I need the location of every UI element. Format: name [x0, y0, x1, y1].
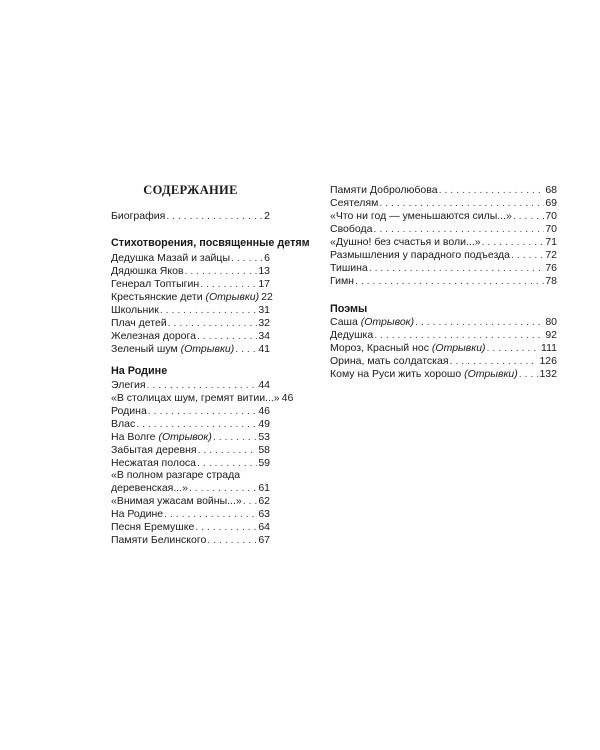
dot-leader [189, 482, 257, 495]
entry-title-text: «Душно! без счастья и воли...» [330, 236, 481, 248]
entry-title-text: На Родине [111, 508, 164, 520]
entry-title-text: «Внимая ужасам войны...» [111, 495, 242, 507]
dot-leader [369, 262, 545, 275]
entry-page: 72 [545, 249, 557, 261]
entry-page: 132 [539, 368, 557, 380]
entry-title [111, 330, 196, 343]
entry-page: 32 [258, 317, 270, 329]
entry-title-text: Элегия [111, 379, 146, 391]
entry-title [330, 184, 438, 197]
entry-page: 64 [258, 521, 270, 533]
dot-leader [160, 304, 258, 317]
entry-title-text: Орина, мать солдатская [330, 355, 449, 367]
entry-page: 70 [545, 210, 557, 222]
entry-title [330, 210, 512, 223]
entry-page: 70 [545, 223, 557, 235]
entry-title [111, 317, 167, 330]
entry-title-line2: деревенская...» [111, 482, 188, 494]
entry-title: Биография [111, 210, 166, 222]
dot-leader [198, 444, 258, 457]
entry-title-text: Саша [330, 316, 358, 328]
entry-title-text: Железная дорога [111, 330, 196, 342]
entry-title-text: Дедушка [330, 329, 374, 341]
entry-page: 49 [258, 418, 270, 430]
dot-leader [482, 236, 545, 249]
entry-subtitle: (Отрывок) [158, 431, 212, 443]
entry-title-text: Родина [111, 405, 147, 417]
toc-entry [111, 444, 270, 457]
toc-entry [111, 508, 270, 521]
entry-title-text: Забытая деревня [111, 444, 197, 456]
toc-entry [111, 392, 294, 405]
entry-title [111, 534, 206, 547]
entry-title [111, 265, 184, 278]
entry-page: 17 [258, 278, 270, 290]
entry-title [111, 405, 147, 418]
entry-title [330, 262, 368, 275]
toc-entry [330, 249, 557, 262]
dot-leader [213, 431, 257, 444]
entry-page: 67 [258, 534, 270, 546]
entry-page: 6 [264, 252, 270, 264]
entry-title-text: Свобода [330, 223, 373, 235]
entry-title-text: Кому на Руси жить хорошо [330, 368, 462, 380]
toc-entry [330, 223, 557, 236]
entry-title [111, 379, 146, 392]
entry-page: 31 [258, 304, 270, 316]
dot-leader [166, 210, 263, 223]
entry-title-text: Мороз, Красный нос [330, 342, 429, 354]
entry-page: 126 [539, 355, 557, 367]
entry-page: 46 [258, 405, 270, 417]
toc-entry [330, 210, 557, 223]
entry-page: 41 [258, 343, 270, 355]
toc-entry [111, 405, 270, 418]
entry-title [111, 291, 259, 304]
dot-leader [513, 210, 544, 223]
entry-title [111, 495, 242, 508]
dot-leader [373, 223, 544, 236]
dot-leader [185, 265, 258, 278]
entry-subtitle: (Отрывки) [431, 342, 486, 354]
toc-entry [111, 431, 270, 444]
entry-title [111, 252, 230, 265]
entry-title-text: Дядюшка Яков [111, 265, 184, 277]
dot-leader [147, 379, 258, 392]
entry-title-text: Тишина [330, 262, 368, 274]
toc-entry [111, 482, 270, 495]
entry-title [111, 431, 212, 444]
entry-title [330, 223, 372, 236]
entry-page: 69 [545, 197, 557, 209]
entry-title-text: Памяти Белинского [111, 534, 207, 546]
section-heading-homeland: На Родине [111, 365, 168, 377]
toc-entry [330, 368, 557, 381]
section-heading-children: Стихотворения, посвященные детям [111, 237, 310, 249]
entry-page: 46 [281, 392, 294, 404]
section-heading-poems: Поэмы [330, 303, 368, 315]
entry-page: 13 [258, 265, 270, 277]
toc-entry [330, 197, 557, 210]
entry-page: 53 [258, 431, 270, 443]
dot-leader [136, 418, 257, 431]
dot-leader [243, 495, 258, 508]
toc-entry [111, 379, 270, 392]
toc-entry [111, 343, 270, 356]
dot-leader [374, 329, 544, 342]
toc-entry [111, 534, 270, 547]
entry-title-text: Дедушка Мазай и зайцы [111, 252, 230, 264]
dot-leader [355, 275, 544, 288]
toc-entry [111, 278, 270, 291]
entry-title [111, 508, 163, 521]
toc-entry [111, 304, 270, 317]
dot-leader [231, 252, 263, 265]
entry-page: 2 [264, 210, 270, 222]
dot-leader [415, 316, 544, 329]
toc-entry [111, 252, 270, 265]
entry-title-text: Генерал Топтыгин [111, 278, 200, 290]
entry-title-text: Плач детей [111, 317, 167, 329]
entry-title [330, 316, 414, 329]
entry-title [330, 236, 481, 249]
entry-title-text: «Что ни год — уменьшаются силы...» [330, 210, 512, 222]
entry-title [111, 444, 197, 457]
dot-leader [164, 508, 257, 521]
entry-page: 44 [258, 379, 270, 391]
toc-entry [330, 262, 557, 275]
entry-page: 68 [545, 184, 557, 196]
entry-title [111, 521, 194, 534]
entry-page: 80 [545, 316, 557, 328]
dot-leader [450, 355, 539, 368]
entry-page: 59 [258, 457, 270, 469]
entry-title-text: Зеленый шум [111, 343, 178, 355]
entry-title-text: Сеятелям [330, 197, 379, 209]
entry-title-text: Влас [111, 418, 136, 430]
toc-heading: СОДЕРЖАНИЕ [143, 183, 238, 197]
toc-entry [111, 521, 270, 534]
entry-page: 92 [545, 329, 557, 341]
entry-page: 58 [258, 444, 270, 456]
entry-title-text: Памяти Добролюбова [330, 184, 438, 196]
entry-subtitle: (Отрывки) [464, 368, 518, 380]
entry-page: 76 [545, 262, 557, 274]
dot-leader [207, 534, 257, 547]
entry-title-text: На Волге [111, 431, 156, 443]
entry-title-text: «В столицах шум, гремят витии...» [111, 392, 280, 404]
entry-page: 71 [545, 236, 557, 248]
entry-title [330, 355, 449, 368]
entry-title [111, 278, 199, 291]
toc-entry [111, 418, 270, 431]
entry-title-text: Несжатая полоса [111, 457, 197, 469]
entry-title-line1: «В полном разгаре страда [111, 469, 241, 481]
entry-page: 111 [541, 342, 557, 354]
entry-title [330, 342, 486, 355]
toc-entry [330, 355, 557, 368]
dot-leader [487, 342, 540, 355]
entry-page: 34 [258, 330, 270, 342]
entry-title [330, 368, 518, 381]
entry-title-text: Гимн [330, 275, 354, 287]
entry-title-text: Песня Еремушке [111, 521, 195, 533]
entry-title-text: Размышления у парадного подъезда [330, 249, 511, 261]
toc-entry [330, 342, 557, 355]
entry-subtitle: (Отрывки) [205, 291, 260, 303]
dot-leader [235, 343, 257, 356]
toc-entry [330, 184, 557, 197]
dot-leader [519, 368, 539, 381]
dot-leader [511, 249, 544, 262]
dot-leader [197, 330, 257, 343]
entry-page: 22 [261, 291, 273, 303]
entry-page: 61 [258, 482, 270, 494]
dot-leader [439, 184, 545, 197]
toc-entry [111, 265, 270, 278]
toc-entry [111, 291, 273, 304]
entry-page: 62 [258, 495, 270, 507]
entry-title [330, 249, 510, 262]
entry-title [111, 418, 135, 431]
entry-page: 63 [258, 508, 270, 520]
toc-entry [111, 317, 270, 330]
entry-title [330, 329, 373, 342]
entry-title [330, 275, 354, 288]
entry-title-text: Крестьянские дети [111, 291, 203, 303]
dot-leader [148, 405, 258, 418]
entry-subtitle: (Отрывки) [180, 343, 235, 355]
toc-entry [330, 275, 557, 288]
toc-entry [111, 495, 270, 508]
toc-entry [330, 329, 557, 342]
toc-entry-biography [111, 210, 270, 223]
toc-entry [111, 330, 270, 343]
entry-page: 78 [545, 275, 557, 287]
entry-title-text: Школьник [111, 304, 159, 316]
entry-title [111, 343, 234, 356]
toc-entry [330, 316, 557, 329]
entry-title [330, 197, 378, 210]
dot-leader [168, 317, 258, 330]
dot-leader [200, 278, 257, 291]
toc-entry [330, 236, 557, 249]
dot-leader [195, 521, 257, 534]
entry-title [111, 392, 280, 405]
entry-title [111, 304, 159, 317]
entry-subtitle: (Отрывок) [360, 316, 415, 328]
dot-leader [379, 197, 544, 210]
